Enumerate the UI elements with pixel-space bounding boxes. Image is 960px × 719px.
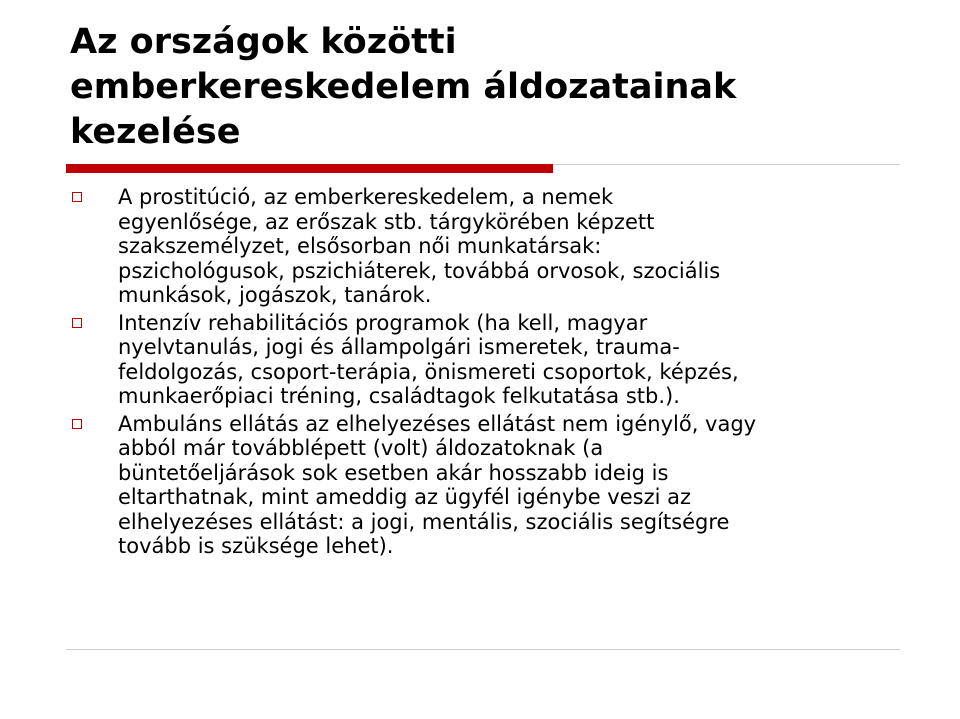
bullet-line: Ambuláns ellátás az elhelyezéses ellátást nem igénylő, vagy [118,411,757,436]
slide-title [70,20,910,155]
bullet-line: munkaerőpiaci tréning, családtagok felkutatása stb.). [118,384,680,408]
bullet-line: elhelyezéses ellátást: a jogi, mentális, szociális segítségre [118,509,730,534]
bullet-line: abból már továbblépett (volt) áldozatoknak (a [118,436,604,460]
bullet-item [68,185,898,308]
bullet-line: egyenlősége, az erőszak stb. tárgykörében képzett [118,209,655,234]
title-line: emberkereskedelem áldozatainak [70,67,737,107]
title-underline-thin [553,164,900,165]
bullet-item [68,311,898,409]
bullet-line: feldolgozás, csoport-terápia, önismereti csoportok, képzés, [118,359,739,384]
bullet-line: munkások, jogászok, tanárok. [118,283,432,307]
title-underline-accent [66,164,553,173]
title-line: kezelése [70,112,241,152]
bullet-line: pszichológusok, pszichiáterek, továbbá orvosok, szociális [118,258,721,283]
bullet-line: A prostitúció, az emberkereskedelem, a nemek [118,185,614,209]
title-line: Az országok közötti [70,22,457,62]
bullet-line: szakszemélyzet, elsősorban női munkatársak: [118,234,602,258]
bullet-line: eltarthatnak, mint ameddig az ügyfél igénybe veszi az [118,485,691,509]
hollow-square-bullet-icon [72,419,82,429]
footer-rule [66,649,900,650]
bullet-line: nyelvtanulás, jogi és állampolgári ismeretek, trauma- [118,335,680,359]
hollow-square-bullet-icon [72,192,82,202]
bullet-line: Intenzív rehabilitációs programok (ha kell, magyar [118,310,648,335]
hollow-square-bullet-icon [72,318,82,328]
bullet-list [68,185,898,562]
bullet-line: tovább is szüksége lehet). [118,534,394,558]
bullet-item [68,412,898,559]
bullet-line: büntetőeljárások sok esetben akár hosszabb ideig is [118,460,669,485]
